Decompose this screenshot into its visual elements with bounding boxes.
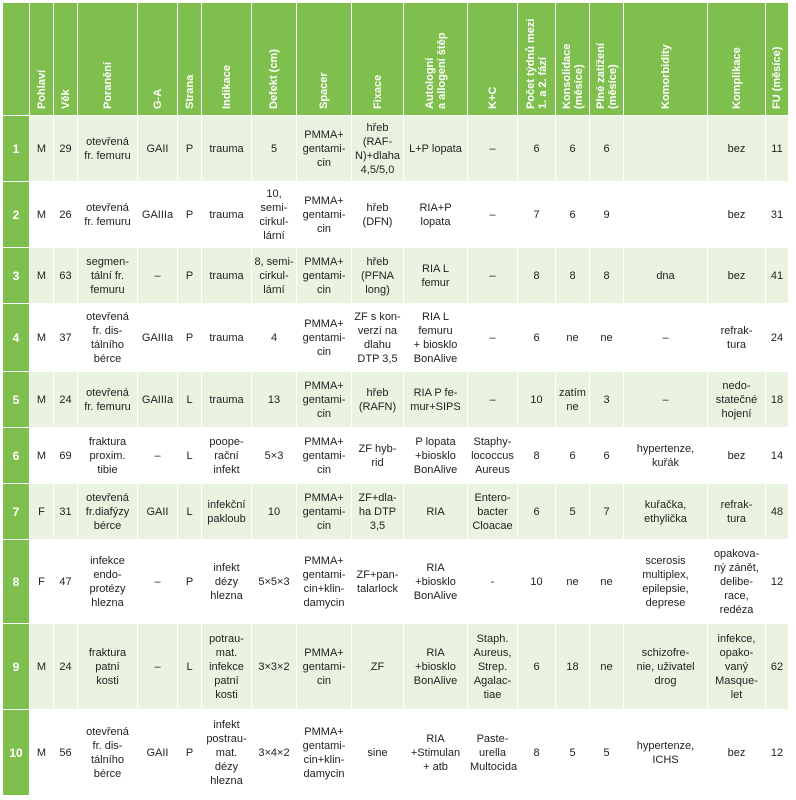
column-header [624, 3, 708, 116]
table-cell: Entero- bacter Cloacae [468, 484, 518, 540]
row-number: 2 [3, 182, 30, 248]
table-cell: PMMA+ gentami- cin+klin- damycin [297, 540, 352, 624]
column-header [404, 3, 468, 116]
table-cell: trauma [202, 182, 252, 248]
table-cell: 24 [766, 304, 789, 372]
table-row [3, 484, 789, 540]
table-cell: infekce, opako- vaný Masque- let [708, 624, 766, 710]
table-cell: poope- rační infekt [202, 428, 252, 484]
table-cell: M [30, 710, 54, 796]
table-cell: 29 [54, 116, 78, 182]
table-cell: – [138, 540, 178, 624]
table-cell: 5×5×3 [252, 540, 297, 624]
column-header [590, 3, 624, 116]
table-cell: hypertenze, ICHS [624, 710, 708, 796]
table-cell: P lopata +biosklo BonAlive [404, 428, 468, 484]
table-cell: 6 [556, 428, 590, 484]
table-cell: 10 [518, 540, 556, 624]
table-cell: hypertenze, kuřák [624, 428, 708, 484]
table-cell: bez [708, 248, 766, 304]
table-cell: potrau- mat. infekce patní kosti [202, 624, 252, 710]
table-cell [624, 182, 708, 248]
table-cell: P [178, 116, 202, 182]
table-row [3, 540, 789, 624]
table-row [3, 624, 789, 710]
column-header [518, 3, 556, 116]
table-cell: Staphy- lococcus Aureus [468, 428, 518, 484]
table-cell: hřeb (RAFN) [352, 372, 404, 428]
table-cell: 11 [766, 116, 789, 182]
column-header-label: Konsolidace (měsíce) [560, 43, 585, 109]
table-cell: – [468, 248, 518, 304]
table-cell: 31 [766, 182, 789, 248]
table-cell: 6 [518, 484, 556, 540]
table-cell: infekční pakloub [202, 484, 252, 540]
column-header-label: Defekt (cm) [268, 49, 280, 109]
table-cell: 69 [54, 428, 78, 484]
table-cell: PMMA+ gentami- cin+klin- damycin [297, 710, 352, 796]
column-header [297, 3, 352, 116]
table-cell: 24 [54, 372, 78, 428]
table-cell: otevřená fr.diafýzy bérce [78, 484, 138, 540]
row-number: 4 [3, 304, 30, 372]
column-header-label: Plné zatížení (měsíce) [594, 42, 619, 109]
table-row [3, 304, 789, 372]
table-cell: 14 [766, 428, 789, 484]
table-cell: ZF hyb- rid [352, 428, 404, 484]
table-cell: Paste- urella Multocida [468, 710, 518, 796]
table-cell: 12 [766, 540, 789, 624]
table-cell: M [30, 116, 54, 182]
table-cell [624, 116, 708, 182]
table-cell: RIA P fe- mur+SIPS [404, 372, 468, 428]
row-number: 3 [3, 248, 30, 304]
table-cell: PMMA+ gentami- cin [297, 182, 352, 248]
table-cell: nedo- statečné hojení [708, 372, 766, 428]
table-cell: otevřená fr. dis- tálního bérce [78, 710, 138, 796]
table-cell: 6 [590, 116, 624, 182]
table-cell: 6 [556, 116, 590, 182]
table-cell: trauma [202, 304, 252, 372]
table-cell: 8 [556, 248, 590, 304]
table-cell: PMMA+ gentami- cin [297, 428, 352, 484]
column-header [78, 3, 138, 116]
table-cell: – [468, 116, 518, 182]
table-cell: 6 [518, 624, 556, 710]
table-cell: ne [556, 540, 590, 624]
table-cell: 3×3×2 [252, 624, 297, 710]
table-cell: ne [590, 304, 624, 372]
table-row [3, 372, 789, 428]
table-cell: infekt dézy hlezna [202, 540, 252, 624]
column-header [708, 3, 766, 116]
column-header-label: Strana [183, 74, 196, 109]
table-cell: hřeb (PFNA long) [352, 248, 404, 304]
row-number: 5 [3, 372, 30, 428]
column-header-label: Pohlaví [35, 69, 48, 109]
table-cell: 3×4×2 [252, 710, 297, 796]
table-cell: hřeb (RAF- N)+dlaha 4,5/5,0 [352, 116, 404, 182]
table-cell: – [138, 248, 178, 304]
table-wrapper [2, 0, 788, 796]
column-header [3, 3, 30, 116]
table-cell: kuřačka, ethylička [624, 484, 708, 540]
column-header-label: Komplikace [730, 47, 743, 109]
row-number: 10 [3, 710, 30, 796]
table-cell: 8, semi- cirkul- lární [252, 248, 297, 304]
table-cell: – [468, 372, 518, 428]
table-cell: M [30, 372, 54, 428]
column-header-label: Počet týdnů mezi 1. a 2. fází [524, 18, 549, 109]
table-cell: P [178, 710, 202, 796]
table-cell: 18 [766, 372, 789, 428]
column-header [30, 3, 54, 116]
table-cell: L+P lopata [404, 116, 468, 182]
table-row [3, 116, 789, 182]
table-cell: GAIIIa [138, 304, 178, 372]
row-number: 8 [3, 540, 30, 624]
table-cell: ne [590, 540, 624, 624]
table-cell: RIA +Stimulan + atb [404, 710, 468, 796]
row-number: 7 [3, 484, 30, 540]
table-cell: 8 [518, 248, 556, 304]
column-header [178, 3, 202, 116]
table-cell: PMMA+ gentami- cin [297, 624, 352, 710]
table-cell: 47 [54, 540, 78, 624]
table-cell: bez [708, 428, 766, 484]
table-cell: 31 [54, 484, 78, 540]
table-row [3, 428, 789, 484]
table-cell: sine [352, 710, 404, 796]
table-cell: 8 [590, 248, 624, 304]
table-cell: 41 [766, 248, 789, 304]
table-cell: 37 [54, 304, 78, 372]
table-cell: refrak- tura [708, 304, 766, 372]
table-cell: PMMA+ gentami- cin [297, 248, 352, 304]
column-header [202, 3, 252, 116]
table-cell: 56 [54, 710, 78, 796]
table-cell: otevřená fr. dis- tálního bérce [78, 304, 138, 372]
table-cell: 13 [252, 372, 297, 428]
table-cell: M [30, 182, 54, 248]
table-cell: 4 [252, 304, 297, 372]
table-cell: – [138, 624, 178, 710]
table-cell: 5 [556, 710, 590, 796]
table-cell: otevřená fr. femuru [78, 182, 138, 248]
table-body [3, 116, 789, 796]
column-header [352, 3, 404, 116]
table-cell: ne [590, 624, 624, 710]
table-cell: PMMA+ gentami- cin [297, 116, 352, 182]
table-cell: 6 [556, 182, 590, 248]
column-header-label: Poranění [101, 61, 114, 109]
table-cell: RIA L femuru + biosklo BonAlive [404, 304, 468, 372]
table-cell: fraktura proxim. tibie [78, 428, 138, 484]
column-header [556, 3, 590, 116]
table-cell: trauma [202, 372, 252, 428]
table-cell: 6 [518, 304, 556, 372]
table-cell: 62 [766, 624, 789, 710]
table-cell: 10 [518, 372, 556, 428]
table-cell: 7 [518, 182, 556, 248]
table-cell: otevřená fr. femuru [78, 116, 138, 182]
table-cell: 18 [556, 624, 590, 710]
table-cell: 5 [590, 710, 624, 796]
column-header-label: Fixace [371, 74, 384, 109]
row-number: 9 [3, 624, 30, 710]
table-cell: GAIIIa [138, 372, 178, 428]
header-row [3, 3, 789, 116]
column-header [766, 3, 789, 116]
table-cell: 8 [518, 710, 556, 796]
table-cell: schizofre- nie, uživatel drog [624, 624, 708, 710]
table-cell: PMMA+ gentami- cin [297, 372, 352, 428]
table-cell: 48 [766, 484, 789, 540]
table-cell: 8 [518, 428, 556, 484]
table-cell: trauma [202, 248, 252, 304]
table-cell: otevřená fr. femuru [78, 372, 138, 428]
column-header-label: FU (měsíce) [771, 46, 783, 109]
table-cell: trauma [202, 116, 252, 182]
table-cell: GAIIIa [138, 182, 178, 248]
column-header-label: Komorbidity [659, 44, 672, 109]
column-header [468, 3, 518, 116]
table-cell: 9 [590, 182, 624, 248]
table-cell: M [30, 248, 54, 304]
table-cell: – [468, 304, 518, 372]
table-cell: refrak- tura [708, 484, 766, 540]
table-cell: 6 [590, 428, 624, 484]
column-header-label: Věk [59, 89, 72, 109]
column-header-label: Spacer [318, 72, 330, 109]
table-cell: L [178, 372, 202, 428]
table-cell: 7 [590, 484, 624, 540]
table-cell: hřeb (DFN) [352, 182, 404, 248]
table-cell: GAII [138, 116, 178, 182]
table-cell: L [178, 428, 202, 484]
table-cell: P [178, 540, 202, 624]
table-cell: 10, semi- cirkul- lární [252, 182, 297, 248]
table-cell: - [468, 540, 518, 624]
table-cell: scerosis multiplex, epilepsie, deprese [624, 540, 708, 624]
table-cell: PMMA+ gentami- cin [297, 304, 352, 372]
table-cell: P [178, 182, 202, 248]
table-cell: 5 [556, 484, 590, 540]
table-cell: 5 [252, 116, 297, 182]
table-cell: opakova- ný zánět, delibe- race, redéza [708, 540, 766, 624]
column-header-label: Autologní a allogení štěp [423, 32, 448, 109]
table-cell: RIA +biosklo BonAlive [404, 540, 468, 624]
table-row [3, 182, 789, 248]
table-cell: M [30, 624, 54, 710]
table-cell: fraktura patní kosti [78, 624, 138, 710]
table-cell: Staph. Aureus, Strep. Agalac- tiae [468, 624, 518, 710]
table-cell: dna [624, 248, 708, 304]
table-cell: 12 [766, 710, 789, 796]
table-cell: infekce endo- protézy hlezna [78, 540, 138, 624]
column-header-label: G-A [151, 88, 164, 109]
table-cell: 24 [54, 624, 78, 710]
table-cell: 26 [54, 182, 78, 248]
table-cell: M [30, 304, 54, 372]
table-cell: GAII [138, 710, 178, 796]
table-cell: F [30, 540, 54, 624]
column-header [138, 3, 178, 116]
table-cell: ZF [352, 624, 404, 710]
table-cell: segmen- tální fr. femuru [78, 248, 138, 304]
table-cell: – [624, 372, 708, 428]
table-cell: L [178, 484, 202, 540]
table-cell: 5×3 [252, 428, 297, 484]
patient-table [2, 2, 789, 796]
table-cell: 3 [590, 372, 624, 428]
table-cell: L [178, 624, 202, 710]
column-header [54, 3, 78, 116]
table-cell: ZF+dla- ha DTP 3,5 [352, 484, 404, 540]
table-cell: RIA +biosklo BonAlive [404, 624, 468, 710]
table-cell: RIA+P lopata [404, 182, 468, 248]
table-cell: zatím ne [556, 372, 590, 428]
table-cell: – [468, 182, 518, 248]
table-cell: 6 [518, 116, 556, 182]
table-cell: P [178, 248, 202, 304]
table-cell: M [30, 428, 54, 484]
table-cell: bez [708, 710, 766, 796]
column-header-label: Indikace [220, 64, 233, 109]
table-cell: ZF+pan- talarlock [352, 540, 404, 624]
table-row [3, 248, 789, 304]
table-cell: bez [708, 182, 766, 248]
table-cell: F [30, 484, 54, 540]
table-cell: 10 [252, 484, 297, 540]
table-cell: RIA [404, 484, 468, 540]
column-header-label: K+C [486, 86, 499, 109]
table-cell: GAII [138, 484, 178, 540]
row-number: 6 [3, 428, 30, 484]
table-cell: PMMA+ gentami- cin [297, 484, 352, 540]
table-row [3, 710, 789, 796]
table-cell: – [624, 304, 708, 372]
table-cell: P [178, 304, 202, 372]
table-cell: ZF s kon- verzí na dlahu DTP 3,5 [352, 304, 404, 372]
table-cell: infekt postrau- mat. dézy hlezna [202, 710, 252, 796]
column-header [252, 3, 297, 116]
row-number: 1 [3, 116, 30, 182]
table-cell: – [138, 428, 178, 484]
table-cell: 63 [54, 248, 78, 304]
table-cell: bez [708, 116, 766, 182]
table-cell: RIA L femur [404, 248, 468, 304]
table-cell: ne [556, 304, 590, 372]
